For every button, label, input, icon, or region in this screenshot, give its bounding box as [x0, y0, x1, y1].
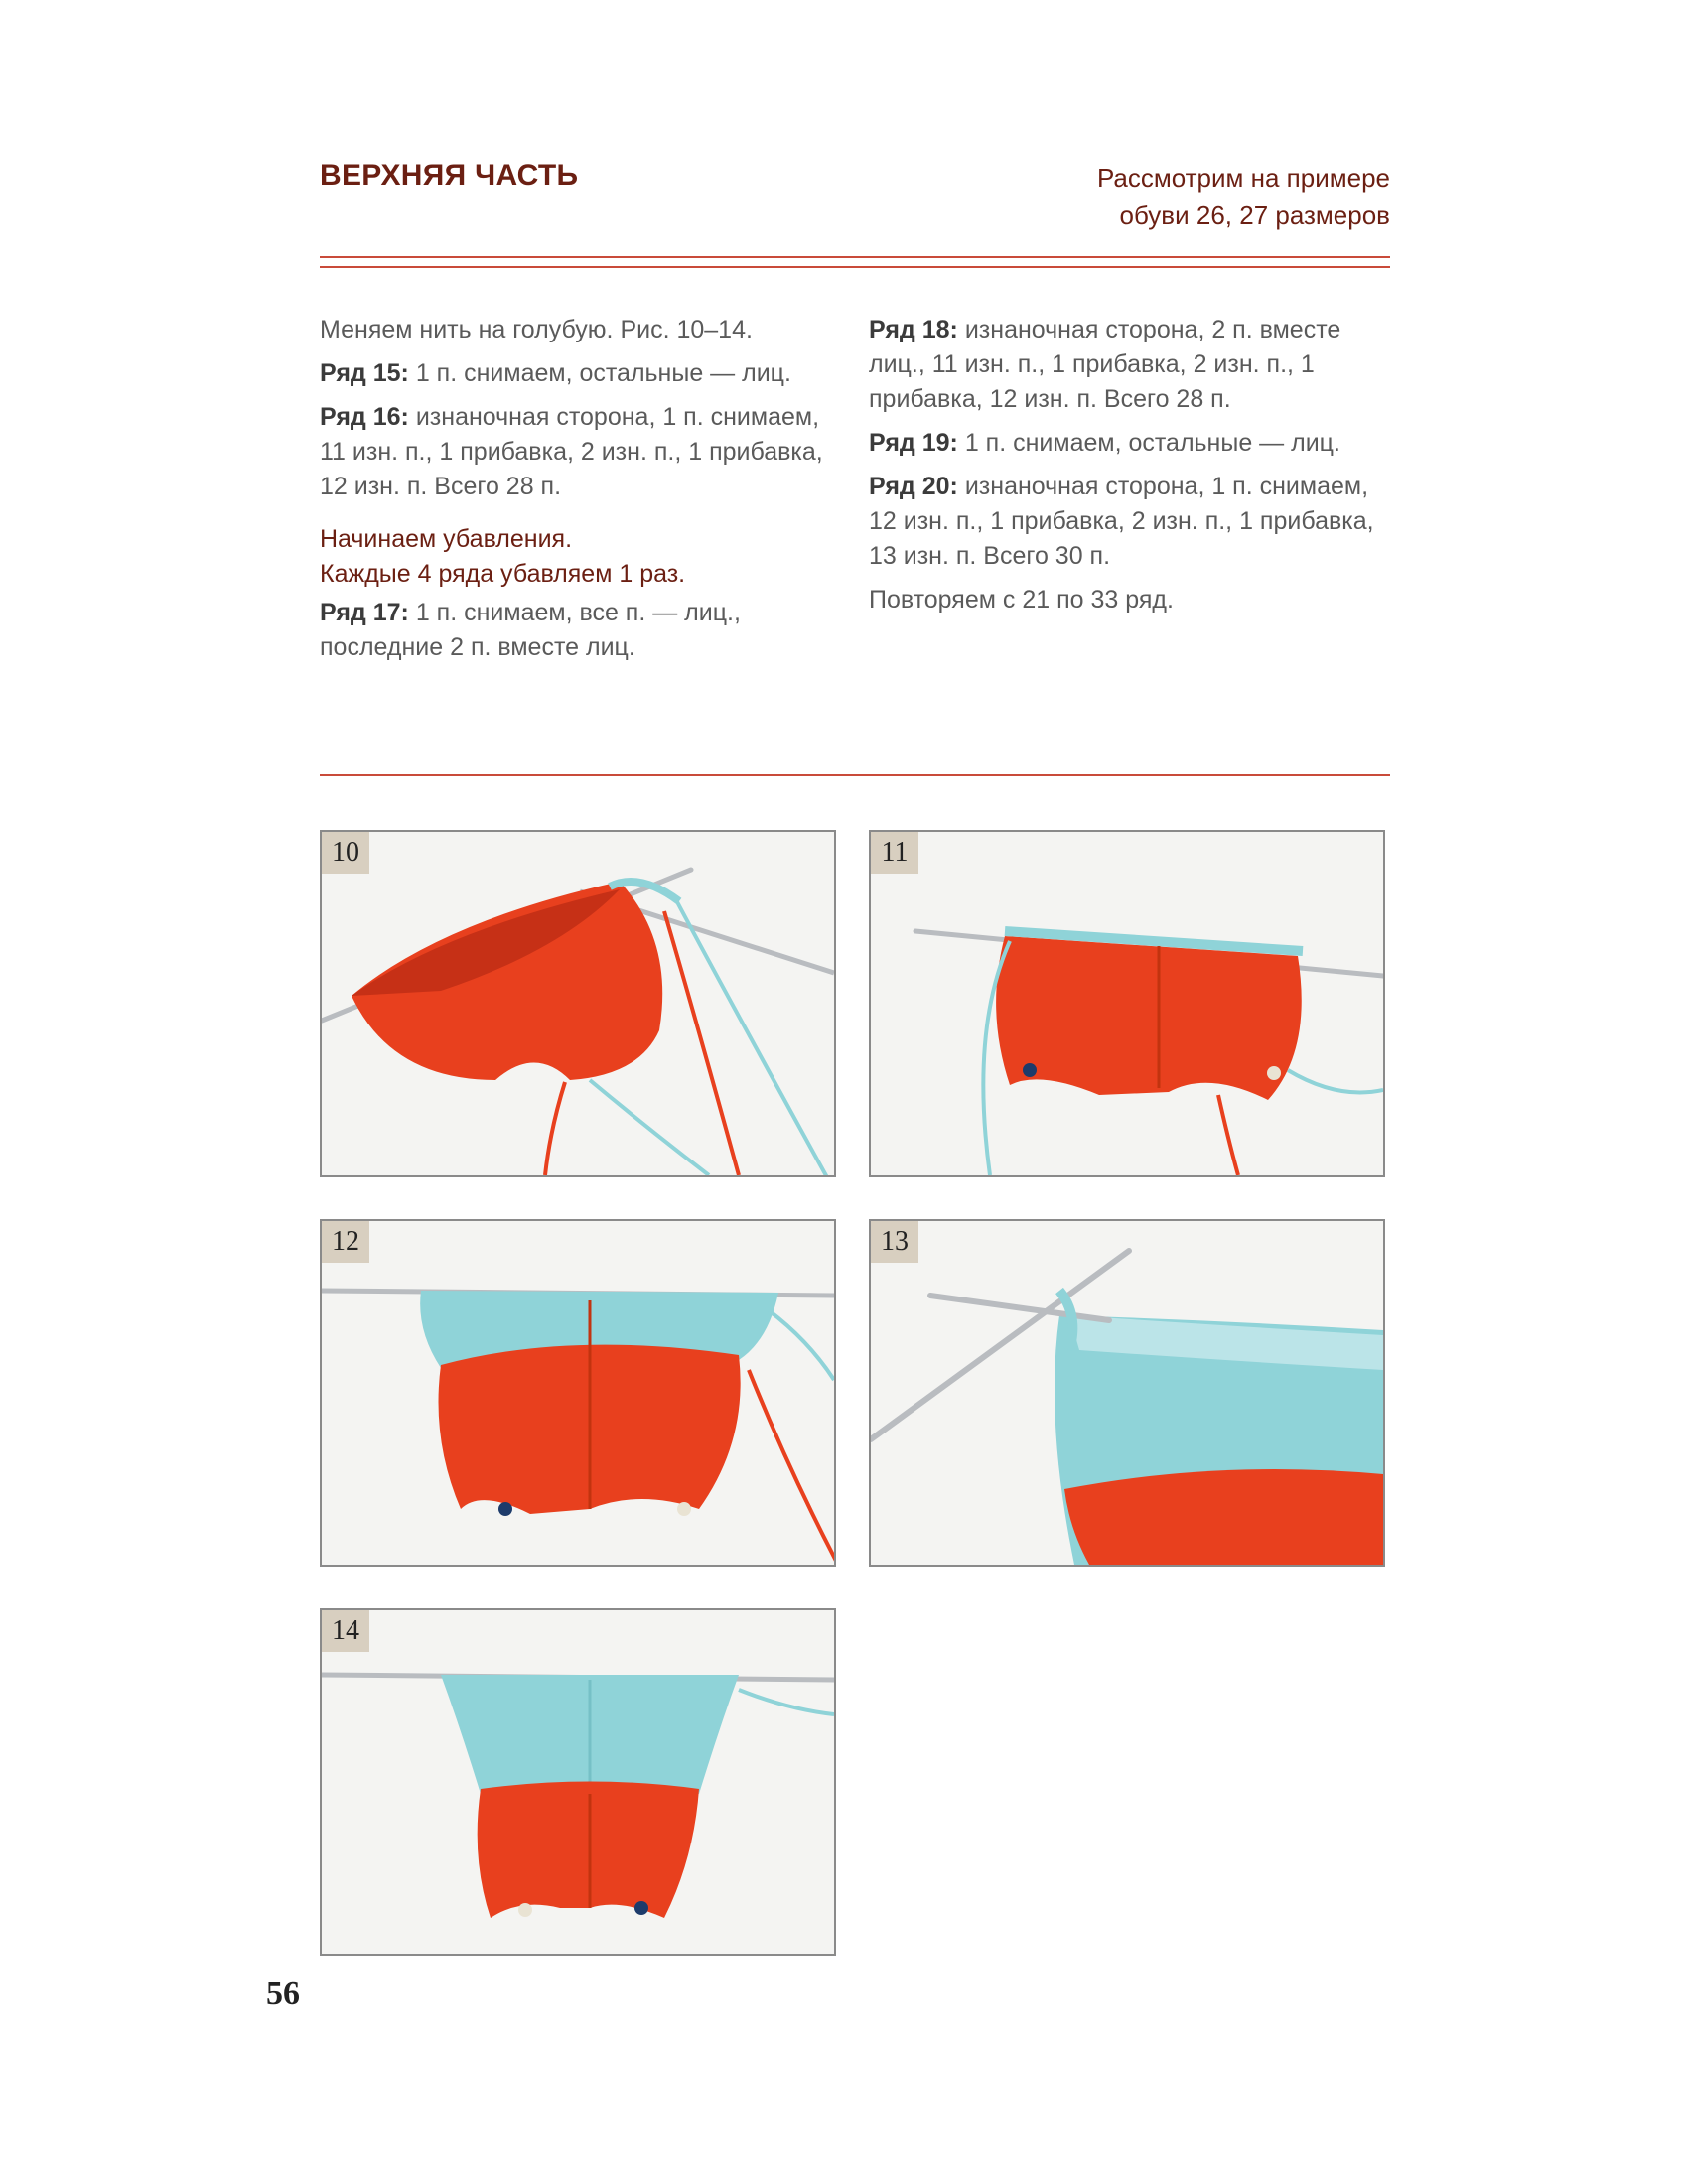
header-rule-2: [320, 266, 1390, 268]
row-20-label: Ряд 20:: [869, 473, 958, 500]
row-18: [869, 313, 1385, 417]
row-19-text: 1 п. снимаем, остальные — лиц.: [957, 429, 1340, 457]
right-column: [869, 313, 1385, 626]
row-16: [320, 400, 836, 504]
figure-10-photo: [322, 832, 834, 1175]
row-18-text: изнаночная сторона, 2 п. вместе лиц., 11 изн. п., 1 прибавка, 2 изн. п., 1 прибавка, 12 изн. п. Всего 28 п.: [869, 316, 1341, 413]
figure-13: [869, 1219, 1385, 1567]
figure-12: [320, 1219, 836, 1567]
intro-text: Меняем нить на голубую. Рис. 10–14.: [320, 316, 753, 343]
figure-11: [869, 830, 1385, 1177]
figure-10: [320, 830, 836, 1177]
row-16-label: Ряд 16:: [320, 403, 409, 431]
figure-10-number: 10: [322, 832, 369, 874]
figure-12-photo: [322, 1221, 834, 1565]
row-16-text: изнаночная сторона, 1 п. снимаем, 11 изн. п., 1 прибавка, 2 изн. п., 1 прибавка, 12 изн. п. Всего 28 п.: [320, 403, 823, 500]
decrease-rule: Каждые 4 ряда убавляем 1 раз.: [320, 560, 686, 588]
row-19: [869, 426, 1385, 461]
size-note: [1097, 159, 1390, 234]
row-18-label: Ряд 18:: [869, 316, 958, 343]
row-17: [320, 596, 836, 665]
figure-12-number: 12: [322, 1221, 369, 1263]
figure-14-number: 14: [322, 1610, 369, 1652]
left-column: [320, 313, 836, 674]
row-20-text: изнаночная сторона, 1 п. снимаем, 12 изн. п., 1 прибавка, 2 изн. п., 1 прибавка, 13 изн. п. Всего 30 п.: [869, 473, 1374, 570]
figure-11-photo: [871, 832, 1383, 1175]
section-divider: [320, 774, 1390, 776]
size-note-line2: обуви 26, 27 размеров: [1119, 201, 1390, 230]
figure-13-number: 13: [871, 1221, 918, 1263]
size-note-line1: Рассмотрим на примере: [1096, 163, 1390, 193]
row-17-text: 1 п. снимаем, все п. — лиц., последние 2 п. вместе лиц.: [320, 599, 741, 661]
row-20: [869, 470, 1385, 574]
row-19-label: Ряд 19:: [869, 429, 958, 457]
repeat-note: Повторяем с 21 по 33 ряд.: [869, 586, 1174, 614]
figure-11-number: 11: [871, 832, 918, 874]
figure-13-photo: [871, 1221, 1383, 1565]
header-rule-1: [320, 256, 1390, 258]
row-15: [320, 356, 836, 391]
row-17-label: Ряд 17:: [320, 599, 409, 626]
row-15-text: 1 п. снимаем, остальные — лиц.: [408, 359, 791, 387]
decrease-heading: Начинаем убавления.: [320, 525, 573, 553]
page-number: 56: [266, 1976, 300, 2012]
figure-14-photo: [322, 1610, 834, 1954]
figure-14: [320, 1608, 836, 1956]
row-15-label: Ряд 15:: [320, 359, 409, 387]
section-title: ВЕРХНЯЯ ЧАСТЬ: [320, 159, 579, 192]
